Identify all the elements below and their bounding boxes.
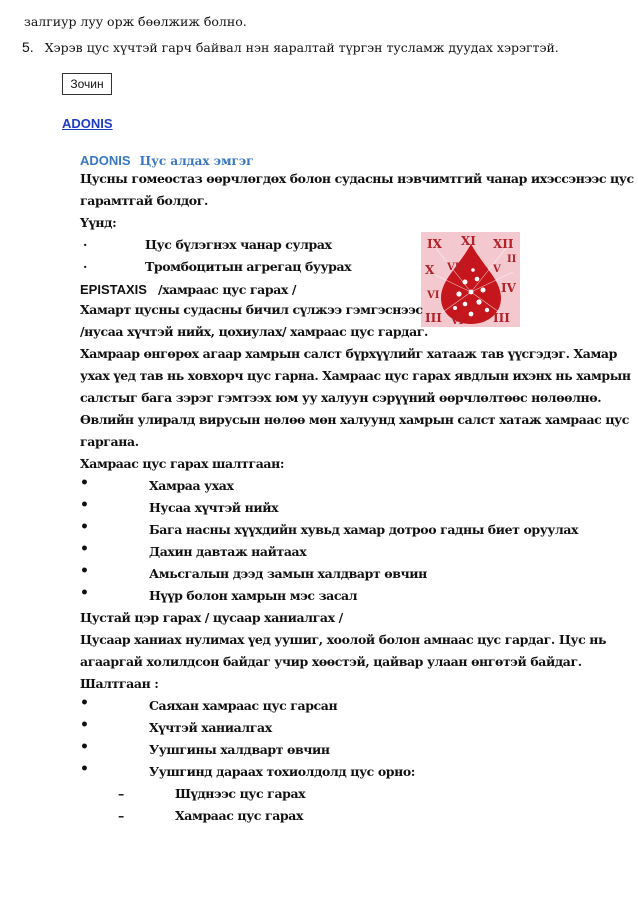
bullet-marker: • <box>80 475 89 491</box>
intro-continuation-line: залгиур луу орж бөөлжиж болно. <box>24 14 247 29</box>
intro-line-2: гарамтгай болдог. <box>80 193 208 208</box>
bullet-marker: • <box>80 695 89 711</box>
numeral: V <box>493 264 501 275</box>
cause-item: Цус бүлэгнэх чанар сулрах <box>145 237 332 252</box>
reason-item: Нусаа хүчтэй нийх <box>149 500 279 515</box>
paragraph-line: Цусаар ханиах нулимах үед уушиг, хоолой болон амнаас цус гардаг. Цус нь <box>80 632 607 647</box>
epistaxis-title-en: EPISTAXIS <box>80 282 147 297</box>
list-number: 5. <box>22 39 34 55</box>
cause-item: Тромбоцитын агрегац буурах <box>145 259 352 274</box>
reasons-label: Хамраас цус гарах шалтгаан: <box>80 456 285 471</box>
bullet-marker: • <box>80 739 89 755</box>
adonis-link[interactable]: ADONIS <box>62 116 113 131</box>
numeral: XII <box>493 237 514 251</box>
paragraph-line: Хамарт цусны судасны бичил сүлжээ гэмгэснээс <box>80 302 423 317</box>
numeral: IV <box>501 281 516 295</box>
bullet-marker: • <box>80 519 89 535</box>
bullet-marker: • <box>80 497 89 513</box>
reason-item: Хамраа ухах <box>149 478 234 493</box>
dash-marker: – <box>118 786 124 801</box>
list-item-5 <box>22 37 559 56</box>
reason-item: Дахин давтаж найтаах <box>149 544 307 559</box>
causes-marker: · <box>83 237 87 252</box>
blood-drop-clock-illustration <box>421 232 520 327</box>
bullet-marker: • <box>80 717 89 733</box>
paragraph-line: агааргай холилдсон байдаг учир хөөстэй, цайвар улаан өнгөтэй байдаг. <box>80 654 582 669</box>
numeral: III <box>425 311 442 325</box>
author-badge: Зочин <box>62 73 112 95</box>
paragraph-line: гаргана. <box>80 434 139 449</box>
reason-item: Амьсгалын дээд замын халдварт өвчин <box>149 566 427 581</box>
section-title-en: ADONIS <box>80 153 131 168</box>
section-title-mn: Цус алдах эмгэг <box>139 154 254 168</box>
cause2-item: Уушгины халдварт өвчин <box>149 742 330 757</box>
reason-item: Нүүр болон хамрын мэс засал <box>149 588 358 603</box>
dash-marker: – <box>118 808 124 823</box>
paragraph-line: Хамраар өнгөрөх агаар хамрын салст бүрхүүлийг хатааж тав үүсгэдэг. Хамар <box>80 346 617 361</box>
epistaxis-heading <box>80 279 296 298</box>
cause2-item: Саяхан хамраас цус гарсан <box>149 698 338 713</box>
numeral: IX <box>427 237 442 251</box>
numeral: VI <box>427 290 440 301</box>
list-item-text: Хэрэв цус хүчтэй гарч байвал нэн яаралтай түргэн тусламж дуудах хэрэгтэй. <box>44 40 559 55</box>
paragraph-line: /нусаа хүчтэй нийх, цохиулах/ хамраас цус гардаг. <box>80 324 429 339</box>
section-title <box>80 150 254 169</box>
cough-heading: Цустай цэр гарах / цусаар ханиалгах / <box>80 610 343 625</box>
reason-item: Бага насны хүүхдийн хувьд хамар дотроо гадны биет оруулах <box>149 522 579 537</box>
subcause-item: Шүднээс цус гарах <box>175 786 306 801</box>
numeral: VI <box>451 316 464 327</box>
bullet-marker: • <box>80 585 89 601</box>
numeral: II <box>507 254 517 265</box>
paragraph-line: ухах үед тав нь ховхорч цус гарна. Хамраас цус гарах явдлын ихэнх нь хамрын <box>80 368 631 383</box>
numeral: XI <box>461 234 476 248</box>
causes2-label: Шалтгаан : <box>80 676 159 691</box>
paragraph-line: салстыг бага зэрэг гэмтээх юм уу халуун сэрүүний өөрчлөлтөөс нөлөөлнө. <box>80 390 602 405</box>
cause2-item: Уушгинд дараах тохиолдолд цус орно: <box>149 764 416 779</box>
bullet-marker: • <box>80 761 89 777</box>
intro-line-1: Цусны гомеостаз өөрчлөгдөх болон судасны нэвчимтгий чанар ихэссэнээс цус <box>80 171 634 186</box>
numeral: III <box>493 311 510 325</box>
numeral: VII <box>447 262 465 273</box>
epistaxis-title-mn: /хамраас цус гарах / <box>158 282 297 297</box>
bullet-marker: • <box>80 541 89 557</box>
causes-marker: · <box>83 259 87 274</box>
subcause-item: Хамраас цус гарах <box>175 808 304 823</box>
cause2-item: Хүчтэй ханиалгах <box>149 720 272 735</box>
bullet-marker: • <box>80 563 89 579</box>
numeral: X <box>425 263 435 277</box>
paragraph-line: Өвлийн улиралд вирусын нөлөө мөн халуунд хамрын салст хатаж хамраас цус <box>80 412 629 427</box>
causes-label: Үүнд: <box>80 215 117 230</box>
